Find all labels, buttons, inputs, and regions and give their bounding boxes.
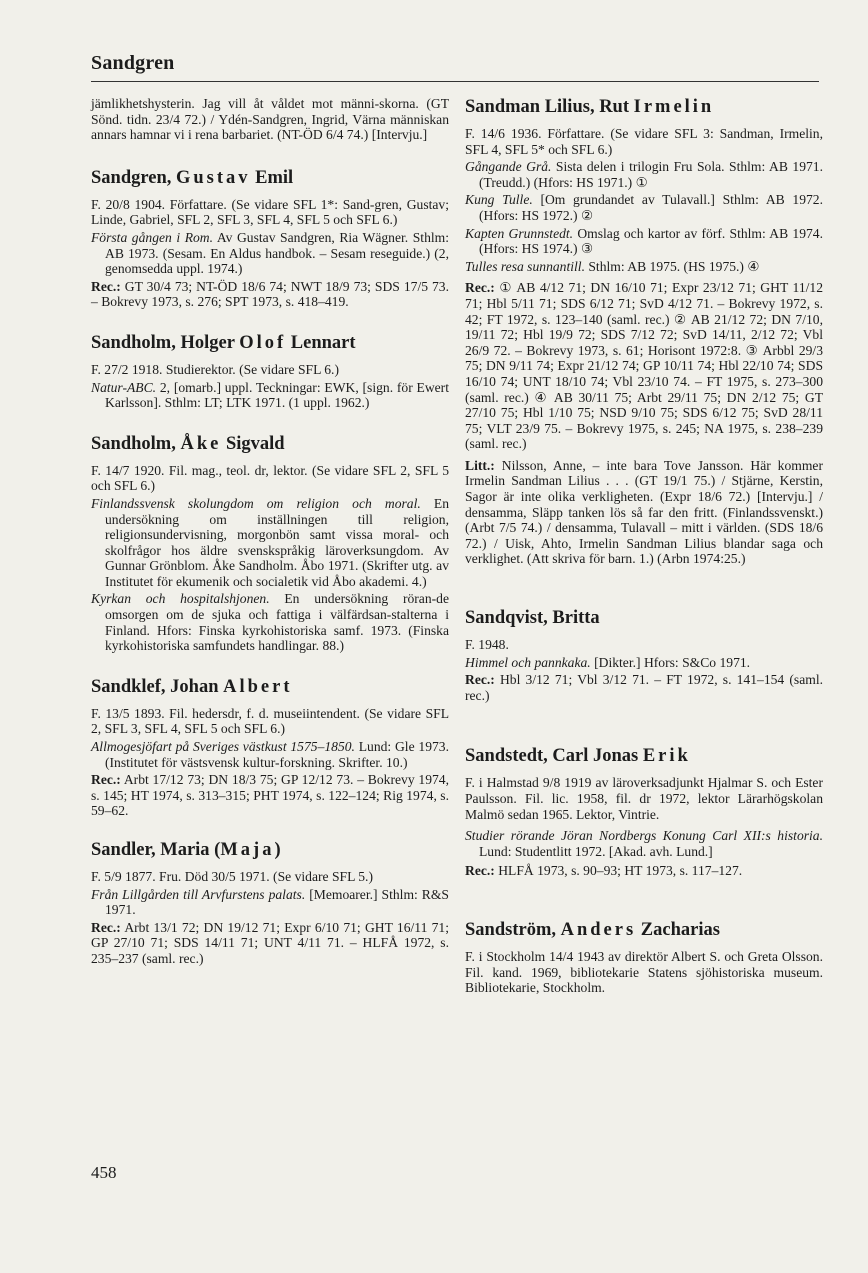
entry-sandler-maria bbox=[91, 839, 449, 967]
entry-bio: F. i Stockholm 14/4 1943 av direktör Albert S. och Greta Olsson. Fil. kand. 1969, bibliotekarie Statens sjöhistoriska museum. Bibliotekarie, Stockholm. bbox=[465, 948, 823, 996]
entry-heading: Sandler, Maria (Maja) bbox=[91, 840, 281, 860]
entry-sandstedt-carl bbox=[465, 745, 823, 879]
entry-heading: Sandström, Anders Zacharias bbox=[465, 919, 720, 940]
entry-heading: Sandklef, Johan Albert bbox=[91, 676, 293, 697]
entry-sandgren-gustav bbox=[91, 167, 449, 310]
entry-heading: Sandman Lilius, Rut Irmelin bbox=[465, 97, 715, 117]
reviews: Rec.: Arbt 17/12 73; DN 18/3 75; GP 12/12 73. – Bokrevy 1974, s. 145; HT 1974, s. 313–315; PHT 1974, s. 122–124; Rig 1974, s. 59–62. bbox=[91, 772, 449, 819]
work: Natur-ABC. 2, [omarb.] uppl. Teckningar: EWK, [sign. för Ewert Karlsson]. Sthlm: LT; LTK 1971. (1 uppl. 1962.) bbox=[91, 379, 449, 411]
reviews: Rec.: Hbl 3/12 71; Vbl 3/12 71. – FT 1972, s. 141–154 (saml. rec.) bbox=[465, 672, 823, 703]
continued-entry bbox=[91, 96, 449, 143]
work: Första gången i Rom. Av Gustav Sandgren, Ria Wägner. Sthlm: AB 1973. (Sesam. En Aldus handbok. – Sesam reseguide.) (2, genomsedda uppl. 1974.) bbox=[91, 229, 450, 277]
continued-text: jämlikhetshysterin. Jag vill åt våldet mot männi-skorna. (GT Sönd. tidn. 23/4 72.) / Ydén-Sandgren, Ingrid, Värna människan annars hamnar vi i rena barbariet. (NT-ÖD 6/4 74.) [Intervju.] bbox=[91, 96, 449, 143]
reviews: Rec.: Arbt 13/1 72; DN 19/12 71; Expr 6/10 71; GHT 16/11 71; GP 27/10 71; SDS 14/11 71; UNT 4/11 71. – HLFÅ 1972, s. 235–237 (saml. rec.) bbox=[91, 919, 449, 966]
work: Kapten Grunnstedt. Omslag och kartor av förf. Sthlm: AB 1974. (Hfors: HS 1974.) ③ bbox=[465, 225, 823, 257]
entry-heading: Sandholm, Holger Olof Lennart bbox=[91, 332, 356, 353]
entry-bio: F. 1948. bbox=[465, 637, 509, 653]
entry-sandholm-holger bbox=[91, 332, 449, 411]
entry-bio: F. 14/7 1920. Fil. mag., teol. dr, lektor. (Se vidare SFL 2, SFL 5 och SFL 6.) bbox=[91, 462, 449, 494]
entry-bio: F. 27/2 1918. Studierektor. (Se vidare SFL 6.) bbox=[91, 361, 339, 377]
entry-heading: Sandgren, Gustav Emil bbox=[91, 167, 294, 188]
reviews: Rec.: HLFÅ 1973, s. 90–93; HT 1973, s. 117–127. bbox=[465, 863, 743, 879]
entry-sandstrom-anders bbox=[465, 919, 823, 996]
header-rule bbox=[91, 81, 819, 82]
entry-bio: F. 5/9 1877. Fru. Död 30/5 1971. (Se vidare SFL 5.) bbox=[91, 869, 373, 884]
work: Studier rörande Jöran Nordbergs Konung Carl XII:s historia. Lund: Studentlitt 1972. [Akad. avh. Lund.] bbox=[465, 828, 823, 859]
work: Himmel och pannkaka. [Dikter.] Hfors: S&Co 1971. bbox=[465, 654, 751, 670]
entry-heading: Sandstedt, Carl Jonas Erik bbox=[465, 746, 691, 767]
right-column bbox=[465, 96, 823, 998]
work: Kyrkan och hospitalshjonen. En undersökning röran-de omsorgen om de sjuka och fattiga i välfärdsan-stalterna i Finland. Hfors: Finska kyrkohistoriska samf. 1973. (Finska kyrkohistoriska samfundets handlingar. 88.) bbox=[91, 591, 449, 654]
work: Finlandssvensk skolungdom om religion och moral. En undersökning om inställningen till religion, religionsundervisning, morgonbön samt vissa moral- och skolfrågor hos äldre svenskspråkig läroverksungdom. Av Gunnar Grönblom. Åke Sandholm. Åbo 1971. (Skrifter utg. av Institutet för ekumenik och socialetik vid Åbo akademi. 4.) bbox=[91, 495, 450, 589]
literature: Litt.: Nilsson, Anne, – inte bara Tove Jansson. Här kommer Irmelin Sandman Lilius . . . (GT 19/1 75.) / Stjärne, Kerstin, Sagor är inte olika verkligheten. (Expr 18/6 72.) [Intervju.] / densamma, Släpp tanken lös så far den fritt. (Finlandssvenskt.) (Arbt 7/5 74.) / densamma, Tulavall – mitt i världen. (SDS 18/6 72.) / Uisk, Ahto, Irmelin Sandman Lilius blandar saga och verklighet. (Att skriva för barn. 1.) (Arbn 1974:25.) bbox=[465, 457, 823, 567]
entry-bio: F. 13/5 1893. Fil. hedersdr, f. d. museiintendent. (Se vidare SFL 2, SFL 3, SFL 4, SFL 5 och SFL 6.) bbox=[91, 705, 449, 737]
entry-heading: Sandholm, Åke Sigvald bbox=[91, 433, 285, 454]
entry-heading: Sandqvist, Britta bbox=[465, 608, 600, 629]
page-number: 458 bbox=[91, 1163, 117, 1182]
running-head: Sandgren bbox=[91, 52, 175, 74]
left-column bbox=[91, 96, 449, 969]
reviews: Rec.: ① AB 4/12 71; DN 16/10 71; Expr 23/12 71; GHT 11/12 71; Hbl 5/11 71; SDS 6/12 71; SvD 4/12 71. – Bokrevy 1972, s. 42; FT 1972, s. 123–140 (saml. rec.) ② AB 21/12 72; DN 7/10, 19/11 72; Hbl 19/9 72; SDS 7/12 72; SvD 14/11, 2/12 72; Vbl 26/9 72. – Bokrevy 1973, s. 61; Horisont 1972:8. ③ Arbbl 29/3 75; DN 9/11 74; Expr 21/12 74; GP 10/11 74; Hbl 22/10 74; SDS 16/10 74; UNT 18/10 74; Vbl 23/10 74. – FT 1975, s. 273–300 (saml. rec.) ④ AB 30/11 75; Arbt 29/11 75; DN 2/12 75; GT 27/10 75; Hbl 1/10 75; NSD 9/10 75; SDS 6/12 75; SvD 28/11 75; VLT 23/9 75. – Bokrevy 1975, s. 245; NA 1975, s. 238–239 (saml. rec.) bbox=[465, 280, 823, 452]
work: Kung Tulle. [Om grundandet av Tulavall.] Sthlm: AB 1972. (Hfors: HS 1972.) ② bbox=[465, 192, 823, 223]
reviews: Rec.: GT 30/4 73; NT-ÖD 18/6 74; NWT 18/9 73; SDS 17/5 73. – Bokrevy 1973, s. 276; SPT 1973, s. 418–419. bbox=[91, 278, 449, 310]
entry-bio: F. 14/6 1936. Författare. (Se vidare SFL 3: Sandman, Irmelin, SFL 4, SFL 5* och SFL 6.) bbox=[465, 126, 823, 157]
work: Tulles resa sunnantill. Sthlm: AB 1975. (HS 1975.) ④ bbox=[465, 258, 760, 274]
entry-sandklef-johan bbox=[91, 676, 449, 819]
work: Gångande Grå. Sista delen i trilogin Fru Sola. Sthlm: AB 1971. (Treudd.) (Hfors: HS 1971.) ① bbox=[465, 159, 823, 190]
entry-sandqvist-britta bbox=[465, 607, 823, 703]
entry-bio: F. 20/8 1904. Författare. (Se vidare SFL 1*: Sand-gren, Gustav; Linde, Gabriel, SFL 2, SFL 3, SFL 4, SFL 5 och SFL 6.) bbox=[91, 196, 449, 228]
entry-sandman-lilius bbox=[465, 96, 823, 567]
work: Från Lillgården till Arvfurstens palats. [Memoarer.] Sthlm: R&S 1971. bbox=[91, 886, 449, 918]
work: Allmogesjöfart på Sveriges västkust 1575–1850. Lund: Gle 1973. (Institutet för västsvensk kultur-forskning. Skrifter. 10.) bbox=[91, 739, 449, 770]
entry-bio: F. i Halmstad 9/8 1919 av läroverksadjunkt Hjalmar S. och Ester Paulsson. Fil. lic. 1958, fil. dr 1972, lektor Lärarhögskolan Malmö sedan 1965. Lektor, Vintrie. bbox=[465, 775, 823, 822]
entry-sandholm-ake bbox=[91, 433, 449, 654]
